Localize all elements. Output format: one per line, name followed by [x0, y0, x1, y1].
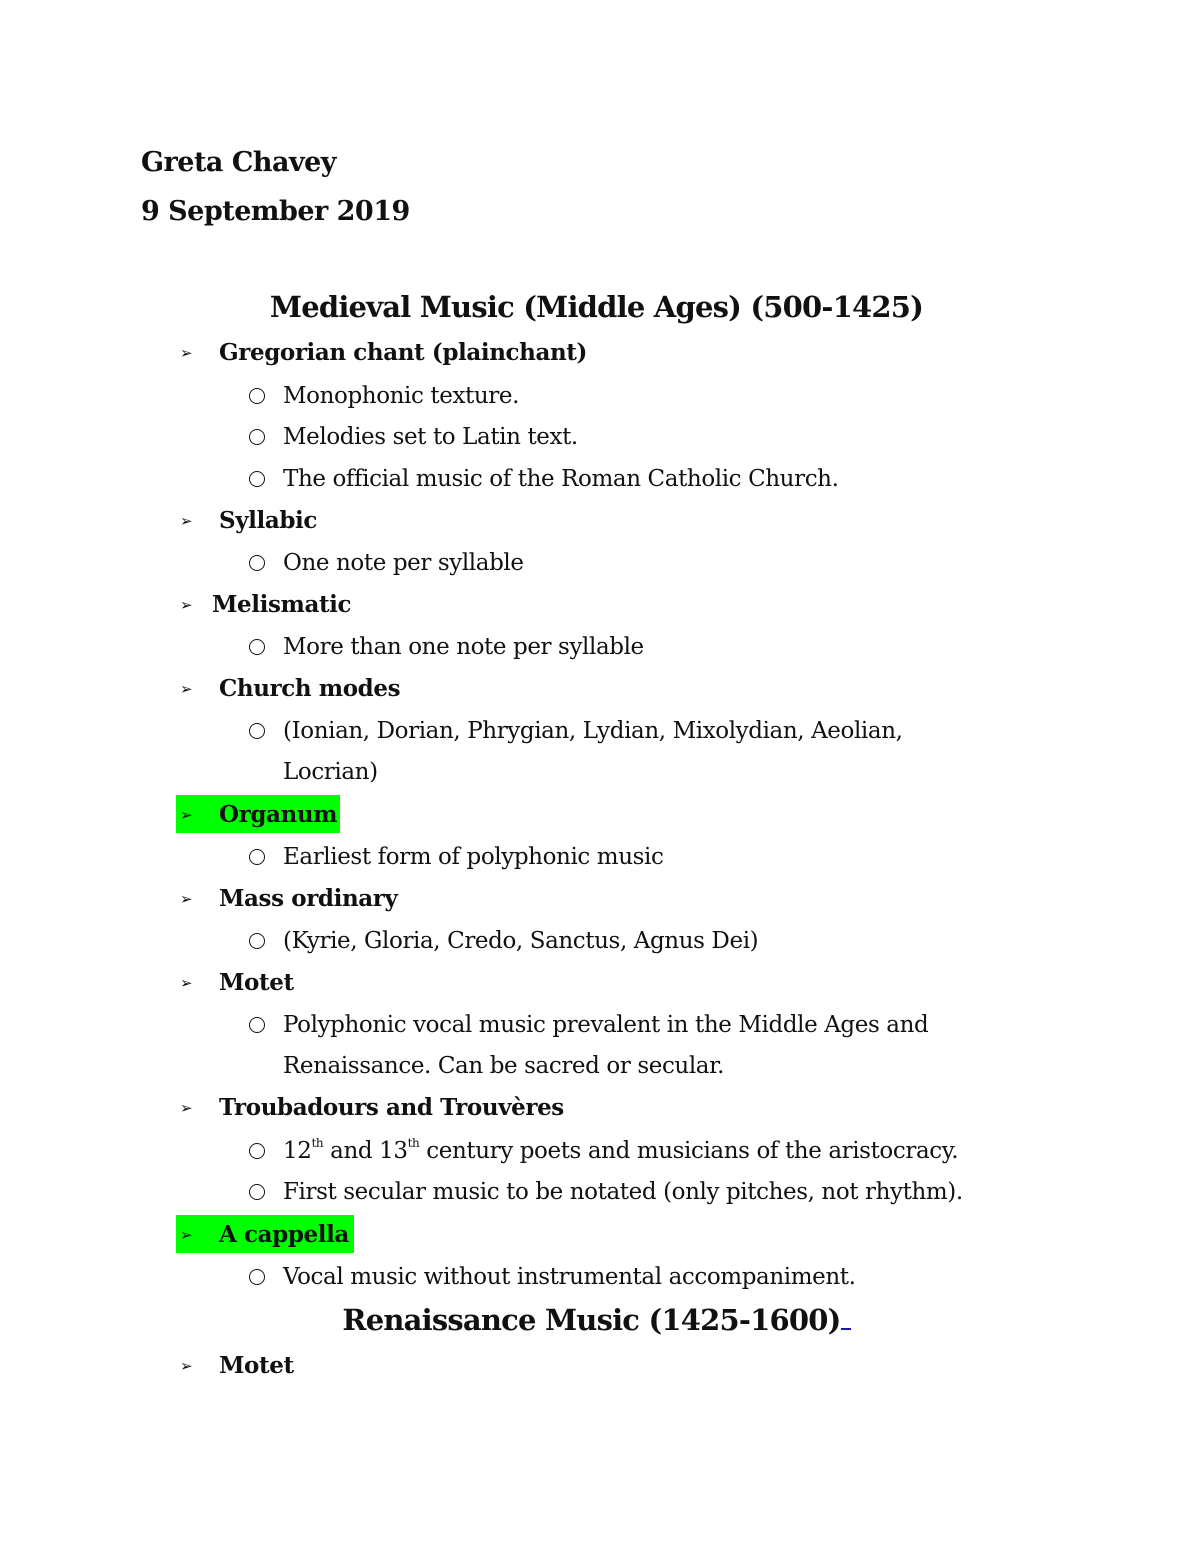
document-date: 9 September 2019: [141, 196, 410, 227]
circle-bullet-icon: [249, 1017, 265, 1033]
arrow-bullet-icon: ➢: [180, 1226, 193, 1244]
circle-bullet-icon: [249, 388, 265, 404]
link-underline[interactable]: [841, 1302, 851, 1330]
circle-bullet-icon: [249, 849, 265, 865]
circle-bullet-icon: [249, 555, 265, 571]
arrow-bullet-icon: ➢: [180, 1357, 193, 1375]
circle-bullet-icon: [249, 639, 265, 655]
circle-bullet-icon: [249, 933, 265, 949]
circle-bullet-icon: [249, 1184, 265, 1200]
circle-bullet-icon: [249, 471, 265, 487]
circle-bullet-icon: [249, 1143, 265, 1159]
arrow-bullet-icon: ➢: [180, 596, 193, 614]
circle-bullet-icon: [249, 429, 265, 445]
arrow-bullet-icon: ➢: [180, 1099, 193, 1117]
arrow-bullet-icon: ➢: [180, 680, 193, 698]
arrow-bullet-icon: ➢: [180, 344, 193, 362]
circle-bullet-icon: [249, 1269, 265, 1285]
circle-bullet-icon: [249, 723, 265, 739]
arrow-bullet-icon: ➢: [180, 806, 193, 824]
arrow-bullet-icon: ➢: [180, 890, 193, 908]
section-title-renaissance: Renaissance Music (1425-1600): [0, 1301, 1193, 1339]
document-page: Greta Chavey 9 September 2019 Medieval Music (Middle Ages) (500-1425) ➢ Gregorian chant (plainchant) Monophonic texture. Melodies set to Latin text. The official music of the Roman Catholic Church. ➢ Syllabic One note per syllable ➢ Melismatic More than one note per syllable ➢ Church modes (Ionian, Dorian, Phrygian, Lydian, Mixolydian, Aeolian, Locrian) ➢ Organum Earliest form of polyphonic music ➢ Mass ordinary (Kyrie, Gloria, Credo, Sanctus, Agnus Dei) ➢ Motet Polyphonic vocal music prevalent in the Middle Ages and Renaissance. Can be sacred or secular. ➢ Troubadours and Trouvères 12th and 13th century poets and musicians of the aristocracy. First secular music to be notated (only pitches, not rhythm). ➢ A cappella Vocal music without instrumental accompaniment. Renaissance Music (1425-1600) ➢ Motet: [0, 0, 1200, 1553]
arrow-bullet-icon: ➢: [180, 512, 193, 530]
arrow-bullet-icon: ➢: [180, 974, 193, 992]
section-title-medieval: Medieval Music (Middle Ages) (500-1425): [269, 290, 924, 324]
author-name: Greta Chavey: [141, 147, 336, 178]
